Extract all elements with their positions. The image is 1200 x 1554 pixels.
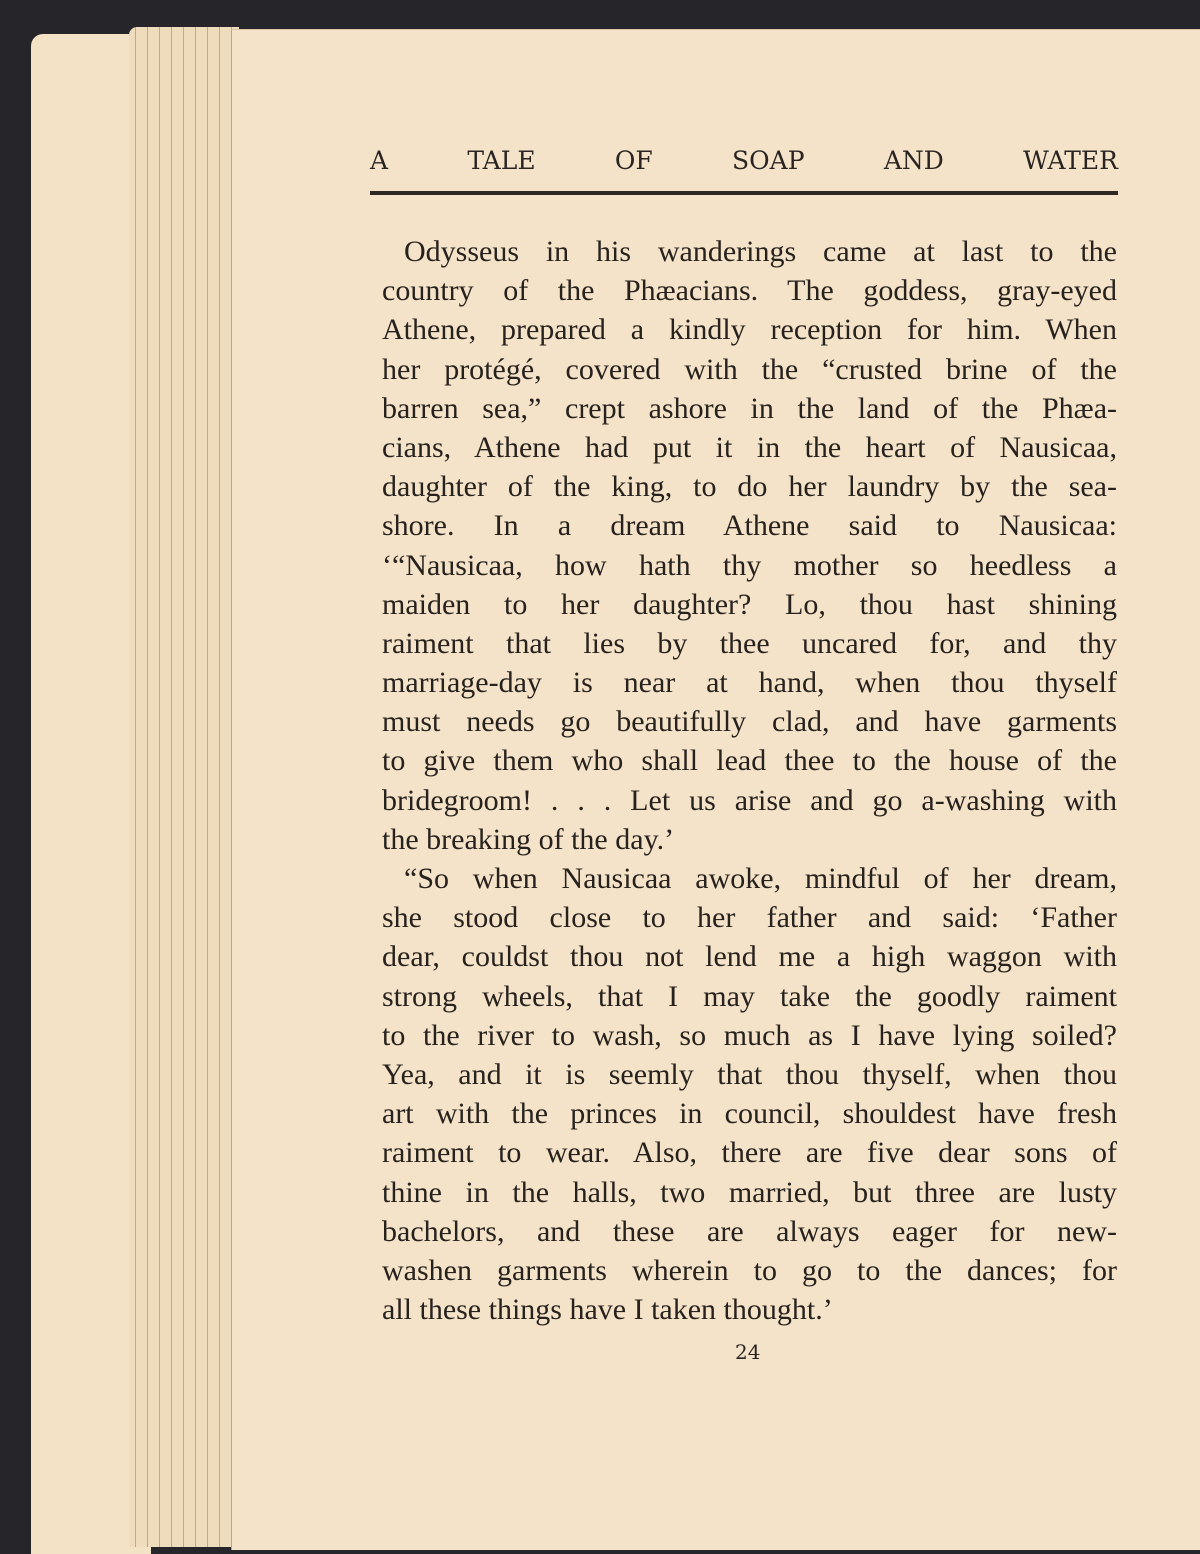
page-edges-stack <box>129 27 239 1547</box>
text-line: dear, couldst thou not lend me a high waggon with <box>382 940 1117 974</box>
text-line: Yea, and it is seemly that thou thyself, when thou <box>382 1057 1117 1091</box>
running-head <box>370 146 1118 175</box>
text-line: thine in the halls, two married, but three are lusty <box>382 1175 1117 1209</box>
text-line: barren sea,” crept ashore in the land of the Phæa- <box>382 391 1117 425</box>
text-line: shore. In a dream Athene said to Nausicaa: <box>382 509 1117 543</box>
body-text <box>382 232 1117 1329</box>
text-line: art with the princes in council, shouldest have fresh <box>382 1097 1117 1131</box>
text-line: she stood close to her father and said: ‘Father <box>382 901 1117 935</box>
text-line: washen garments wherein to go to the dances; for <box>382 1253 1117 1287</box>
running-head-word: AND <box>883 146 944 175</box>
running-head-word: A <box>370 146 389 175</box>
header-rule <box>370 191 1118 195</box>
text-line: ‘“Nausicaa, how hath thy mother so heedless a <box>382 548 1117 582</box>
running-head-word: TALE <box>467 146 536 175</box>
text-line: to give them who shall lead thee to the house of the <box>382 744 1117 778</box>
text-line: “So when Nausicaa awoke, mindful of her dream, <box>404 862 1117 895</box>
running-head-word: OF <box>614 146 653 175</box>
text-line: must needs go beautifully clad, and have garments <box>382 705 1117 739</box>
text-line: the breaking of the day.’ <box>382 822 675 856</box>
text-line: all these things have I taken thought.’ <box>382 1293 833 1327</box>
text-line: Odysseus in his wanderings came at last to the <box>404 235 1117 268</box>
text-line: cians, Athene had put it in the heart of Nausicaa, <box>382 430 1117 464</box>
text-line: to the river to wash, so much as I have lying soiled? <box>382 1018 1117 1052</box>
text-line: maiden to her daughter? Lo, thou hast shining <box>382 587 1117 621</box>
text-line: strong wheels, that I may take the goodly raiment <box>382 979 1117 1013</box>
page-number: 24 <box>735 1340 761 1364</box>
text-line: raiment that lies by thee uncared for, and thy <box>382 626 1117 660</box>
text-line: Athene, prepared a kindly reception for him. When <box>382 313 1117 347</box>
text-line: her protégé, covered with the “crusted brine of the <box>382 352 1117 386</box>
text-line: raiment to wear. Also, there are five dear sons of <box>382 1136 1117 1170</box>
text-line: bachelors, and these are always eager for new- <box>382 1214 1117 1248</box>
text-line: bridegroom! . . . Let us arise and go a-washing with <box>382 783 1117 817</box>
text-line: daughter of the king, to do her laundry by the sea- <box>382 470 1117 504</box>
text-line: country of the Phæacians. The goddess, gray-eyed <box>382 274 1117 308</box>
running-head-word: SOAP <box>732 146 805 175</box>
text-line: marriage-day is near at hand, when thou thyself <box>382 666 1117 700</box>
running-head-word: WATER <box>1023 146 1118 175</box>
